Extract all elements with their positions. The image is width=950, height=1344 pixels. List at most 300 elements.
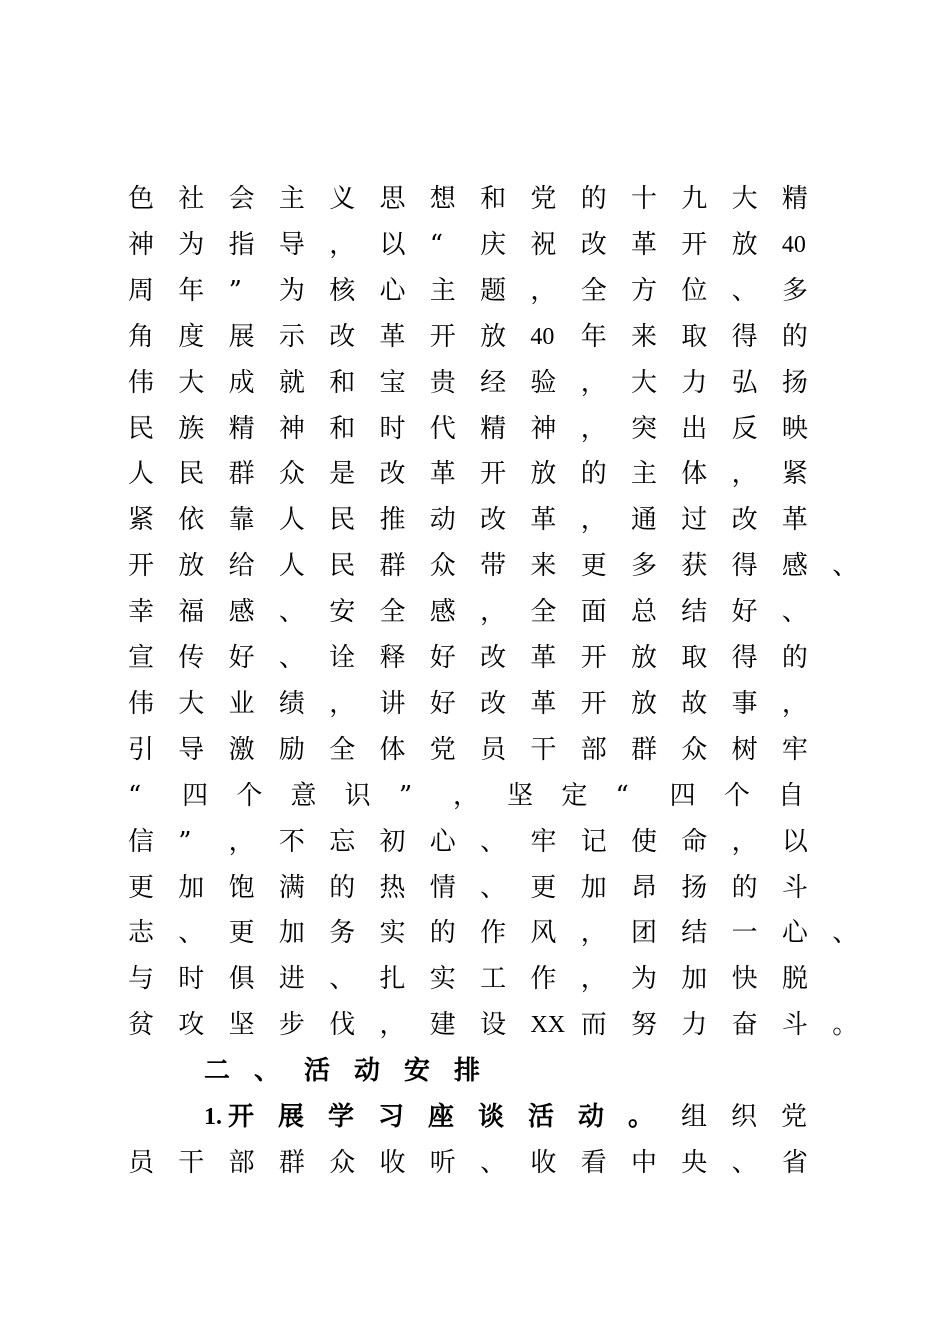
- text-char: ，: [453, 780, 480, 811]
- text-char: 实: [379, 918, 406, 949]
- text-char: 加: [278, 918, 305, 949]
- text-char: 反: [731, 413, 758, 444]
- text-char: 意: [290, 780, 317, 811]
- paragraph-line: [128, 733, 808, 767]
- text-char: 人: [278, 505, 305, 536]
- text-char: 而: [580, 1010, 607, 1041]
- text-char: 的: [781, 321, 808, 352]
- text-char: 干: [530, 734, 557, 765]
- text-char: 央: [681, 1147, 708, 1178]
- text-char: 建: [429, 1010, 456, 1041]
- text-char: 总: [631, 597, 658, 628]
- text-char: ，: [480, 597, 507, 628]
- text-char: 开: [480, 459, 507, 490]
- text-char: 、: [480, 872, 507, 903]
- text-char: 过: [681, 505, 708, 536]
- text-char: 大: [178, 688, 205, 719]
- text-char: 导: [278, 229, 305, 260]
- text-char: 展: [228, 321, 255, 352]
- text-char: 工: [480, 964, 507, 995]
- paragraph-line: [128, 779, 808, 813]
- section-heading: [128, 1054, 808, 1088]
- paragraph-line: [128, 320, 808, 354]
- text-char: 思: [379, 184, 406, 214]
- text-char: 示: [278, 321, 305, 352]
- text-char: 众: [329, 1147, 356, 1178]
- text-char: 革: [530, 505, 557, 536]
- text-char: 奋: [731, 1010, 758, 1041]
- text-char: ，: [580, 505, 607, 536]
- text-char: 民: [128, 413, 155, 444]
- text-char: 弘: [731, 367, 758, 398]
- text-char: 民: [329, 505, 356, 536]
- text-char: 座: [428, 1102, 455, 1132]
- text-char: 宣: [128, 643, 155, 673]
- paragraph-line: [128, 549, 859, 583]
- text-char: 神: [128, 229, 155, 260]
- text-char: 俱: [228, 964, 255, 995]
- text-char: 作: [480, 918, 507, 949]
- text-char: 听: [429, 1147, 456, 1178]
- text-char: 放: [631, 688, 658, 719]
- text-char: 习: [378, 1102, 405, 1132]
- text-char: 全: [580, 275, 607, 306]
- text-char: 为: [278, 275, 305, 306]
- text-char: 会: [228, 184, 255, 214]
- text-char: 成: [228, 367, 255, 398]
- text-char: 是: [329, 459, 356, 490]
- text-char: ，: [329, 229, 356, 260]
- text-char: ，: [580, 367, 607, 398]
- text-char: 义: [329, 184, 356, 214]
- text-char: 体: [379, 734, 406, 765]
- text-char: 业: [228, 688, 255, 719]
- text-char: 诠: [329, 643, 356, 673]
- text-char: 改: [731, 505, 758, 536]
- text-char: 全: [379, 597, 406, 628]
- text-char: 神: [278, 413, 305, 444]
- text-char: 来: [631, 321, 658, 352]
- text-char: 精: [781, 184, 808, 214]
- paragraph-line: [128, 687, 808, 721]
- text-char: 排: [454, 1056, 481, 1087]
- text-char: 攻: [178, 1010, 205, 1041]
- text-char: 结: [681, 918, 708, 949]
- text-char: 人: [278, 551, 305, 582]
- text-char: ，: [228, 826, 255, 857]
- text-char: 心: [429, 826, 456, 857]
- text-char: ”: [398, 780, 413, 811]
- text-char: 开: [580, 688, 607, 719]
- text-char: 社: [178, 184, 205, 214]
- text-char: ，: [731, 459, 758, 490]
- paragraph-line: [128, 457, 808, 491]
- text-char: 核: [329, 275, 356, 306]
- paragraph-line: [128, 641, 808, 675]
- text-char: 二: [204, 1056, 231, 1087]
- text-char: “: [429, 229, 444, 260]
- text-char: 为: [631, 964, 658, 995]
- text-char: 心: [781, 918, 808, 949]
- text-char: 收: [379, 1147, 406, 1178]
- text-char: 团: [631, 918, 658, 949]
- text-char: 群: [228, 459, 255, 490]
- text-char: 40: [781, 231, 806, 258]
- text-char: 放: [480, 321, 507, 352]
- text-char: 的: [329, 872, 356, 903]
- text-char: “: [615, 780, 629, 811]
- text-char: 自: [778, 780, 805, 811]
- paragraph-line: [128, 366, 808, 400]
- text-char: 改: [379, 459, 406, 490]
- text-char: 和: [329, 413, 356, 444]
- text-char: 给: [228, 551, 255, 582]
- text-char: ，: [580, 413, 607, 444]
- text-char: 40: [530, 323, 555, 350]
- text-char: 群: [631, 734, 658, 765]
- text-char: 取: [681, 321, 708, 352]
- text-char: 坚: [507, 780, 534, 811]
- text-char: 更: [228, 918, 255, 949]
- text-char: ，: [781, 688, 808, 719]
- paragraph-line: [128, 916, 859, 950]
- text-char: 看: [580, 1147, 607, 1178]
- text-char: 、: [781, 597, 808, 628]
- text-char: 革: [429, 459, 456, 490]
- text-char: 精: [228, 413, 255, 444]
- text-char: 九: [681, 184, 708, 214]
- paragraph-line: [128, 412, 808, 446]
- text-char: 动: [578, 1102, 605, 1132]
- text-char: 开: [429, 321, 456, 352]
- text-char: 好: [429, 643, 456, 673]
- text-char: 好: [429, 688, 456, 719]
- text-char: 福: [178, 597, 205, 628]
- text-char: 依: [178, 505, 205, 536]
- text-char: 作: [530, 964, 557, 995]
- text-char: 感: [429, 597, 456, 628]
- paragraph-line: [128, 1008, 859, 1042]
- text-char: 昂: [631, 872, 658, 903]
- text-char: 活: [304, 1056, 331, 1087]
- text-char: 更: [128, 872, 155, 903]
- text-char: 、: [278, 643, 305, 673]
- text-char: 革: [530, 688, 557, 719]
- text-char: 故: [681, 688, 708, 719]
- text-char: 初: [379, 826, 406, 857]
- text-char: 和: [480, 184, 507, 214]
- text-char: 安: [404, 1056, 431, 1087]
- text-char: 、: [480, 1147, 507, 1178]
- text-char: “: [128, 780, 142, 811]
- text-char: 树: [731, 734, 758, 765]
- text-char: 推: [379, 505, 406, 536]
- text-char: 识: [344, 780, 371, 811]
- text-char: 开: [228, 1102, 255, 1132]
- text-char: 伟: [128, 688, 155, 719]
- text-char: 面: [580, 597, 607, 628]
- text-char: 进: [278, 964, 305, 995]
- paragraph-line: [128, 228, 808, 262]
- text-char: 扎: [379, 964, 406, 995]
- text-char: 活: [528, 1102, 555, 1132]
- text-char: 安: [329, 597, 356, 628]
- text-char: 加: [178, 872, 205, 903]
- text-char: 放: [631, 643, 658, 673]
- text-char: 民: [178, 459, 205, 490]
- text-char: 努: [631, 1010, 658, 1041]
- text-char: 步: [278, 1010, 305, 1041]
- text-char: 指: [228, 229, 255, 260]
- text-char: 。: [832, 1010, 859, 1041]
- text-char: 色: [128, 184, 155, 214]
- text-char: 使: [631, 826, 658, 857]
- text-char: 实: [429, 964, 456, 995]
- text-char: 革: [631, 229, 658, 260]
- text-char: 、: [832, 918, 859, 949]
- text-char: 、: [329, 964, 356, 995]
- text-char: 个: [236, 780, 263, 811]
- text-char: 展: [278, 1102, 305, 1132]
- text-char: 的: [781, 643, 808, 673]
- text-char: 众: [429, 551, 456, 582]
- text-char: 扬: [681, 872, 708, 903]
- text-char: 得: [731, 321, 758, 352]
- text-char: 党: [429, 734, 456, 765]
- text-char: 全: [530, 597, 557, 628]
- text-char: 时: [379, 413, 406, 444]
- text-char: 代: [429, 413, 456, 444]
- text-char: XX: [530, 1012, 566, 1039]
- text-char: 、: [480, 826, 507, 857]
- text-char: 饱: [228, 872, 255, 903]
- text-char: 来: [530, 551, 557, 582]
- text-char: 释: [379, 643, 406, 673]
- text-char: ，: [530, 275, 557, 306]
- text-char: 获: [681, 551, 708, 582]
- text-char: 部: [580, 734, 607, 765]
- paragraph-line: [128, 274, 808, 308]
- text-char: ”: [178, 826, 192, 857]
- text-char: 设: [480, 1010, 507, 1041]
- text-char: 突: [631, 413, 658, 444]
- text-char: 、: [278, 597, 305, 628]
- text-char: 谈: [478, 1102, 505, 1132]
- text-char: 信: [128, 826, 155, 857]
- text-char: 感: [781, 551, 808, 582]
- text-char: 部: [228, 1147, 255, 1178]
- text-char: 志: [128, 918, 155, 949]
- text-char: 风: [530, 918, 557, 949]
- text-char: 事: [731, 688, 758, 719]
- text-char: 心: [379, 275, 406, 306]
- text-char: 得: [731, 551, 758, 582]
- text-char: 改: [480, 688, 507, 719]
- text-char: 度: [178, 321, 205, 352]
- text-char: 人: [128, 459, 155, 490]
- text-char: 动: [354, 1056, 381, 1087]
- text-char: 周: [128, 275, 155, 306]
- text-char: 改: [580, 229, 607, 260]
- text-char: 导: [178, 734, 205, 765]
- text-char: ”: [228, 275, 242, 306]
- text-char: 位: [681, 275, 708, 306]
- text-char: 取: [681, 643, 708, 673]
- text-char: 员: [128, 1147, 155, 1178]
- text-char: 力: [681, 1010, 708, 1041]
- text-char: 体: [681, 459, 708, 490]
- text-char: 牢: [781, 734, 808, 765]
- text-char: 革: [379, 321, 406, 352]
- text-char: 宝: [379, 367, 406, 398]
- text-char: 不: [278, 826, 305, 857]
- text-char: 改: [480, 505, 507, 536]
- item-1-line: [128, 1100, 808, 1134]
- text-char: 四: [182, 780, 209, 811]
- text-char: 得: [731, 643, 758, 673]
- text-char: 革: [530, 643, 557, 673]
- paragraph-line: [128, 825, 808, 859]
- text-char: 一: [731, 918, 758, 949]
- paragraph-line: [128, 182, 808, 216]
- text-char: 多: [631, 551, 658, 582]
- text-char: 群: [278, 1147, 305, 1178]
- text-char: 出: [681, 413, 708, 444]
- text-char: 引: [128, 734, 155, 765]
- text-char: 讲: [379, 688, 406, 719]
- text-char: 开: [128, 551, 155, 582]
- text-char: 贫: [128, 1010, 155, 1041]
- text-char: 斗: [781, 1010, 808, 1041]
- text-char: 族: [178, 413, 205, 444]
- text-char: 命: [681, 826, 708, 857]
- text-char: 定: [561, 780, 588, 811]
- text-char: 务: [329, 918, 356, 949]
- text-char: 斗: [781, 872, 808, 903]
- text-char: 全: [329, 734, 356, 765]
- text-char: 大: [631, 367, 658, 398]
- text-char: 动: [429, 505, 456, 536]
- text-char: 传: [178, 643, 205, 673]
- paragraph-line: [128, 871, 808, 905]
- text-char: 角: [128, 321, 155, 352]
- text-char: 、: [254, 1056, 281, 1087]
- text-char: 革: [781, 505, 808, 536]
- text-char: 想: [429, 184, 456, 214]
- text-char: 组: [681, 1102, 708, 1132]
- text-char: 以: [379, 229, 406, 260]
- text-char: 年: [178, 275, 205, 306]
- text-char: 党: [781, 1102, 808, 1132]
- text-char: 就: [278, 367, 305, 398]
- text-char: ，: [329, 688, 356, 719]
- text-char: 众: [278, 459, 305, 490]
- text-char: 坚: [228, 1010, 255, 1041]
- text-char: 收: [530, 1147, 557, 1178]
- text-char: 带: [480, 551, 507, 582]
- text-char: 、: [731, 1147, 758, 1178]
- text-char: 织: [731, 1102, 758, 1132]
- text-char: 扬: [781, 367, 808, 398]
- text-char: 题: [480, 275, 507, 306]
- text-char: 的: [580, 459, 607, 490]
- text-char: 员: [480, 734, 507, 765]
- text-char: 满: [278, 872, 305, 903]
- text-char: 脱: [781, 964, 808, 995]
- text-char: 伟: [128, 367, 155, 398]
- text-char: 主: [278, 184, 305, 214]
- text-char: 加: [681, 964, 708, 995]
- text-char: 以: [781, 826, 808, 857]
- text-char: ，: [580, 918, 607, 949]
- text-char: 党: [530, 184, 557, 214]
- text-char: 四: [669, 780, 696, 811]
- text-char: 快: [731, 964, 758, 995]
- paragraph-line: [128, 595, 808, 629]
- text-char: 好: [731, 597, 758, 628]
- text-char: 经: [480, 367, 507, 398]
- paragraph-line: [128, 503, 808, 537]
- text-char: 庆: [480, 229, 507, 260]
- text-char: 验: [530, 367, 557, 398]
- text-char: 热: [379, 872, 406, 903]
- text-char: 大: [178, 367, 205, 398]
- text-char: 与: [128, 964, 155, 995]
- text-char: 民: [329, 551, 356, 582]
- text-char: 贵: [429, 367, 456, 398]
- text-char: 放: [731, 229, 758, 260]
- text-char: 精: [480, 413, 507, 444]
- text-char: 祝: [530, 229, 557, 260]
- text-char: 通: [631, 505, 658, 536]
- text-char: 情: [429, 872, 456, 903]
- text-char: 改: [329, 321, 356, 352]
- text-char: 大: [731, 184, 758, 214]
- text-char: 激: [228, 734, 255, 765]
- text-char: 放: [178, 551, 205, 582]
- text-char: 方: [631, 275, 658, 306]
- text-char: 绩: [278, 688, 305, 719]
- text-char: 的: [429, 918, 456, 949]
- text-char: 忘: [329, 826, 356, 857]
- text-char: 牢: [530, 826, 557, 857]
- text-char: 的: [580, 184, 607, 214]
- text-char: 开: [580, 643, 607, 673]
- text-char: 中: [631, 1147, 658, 1178]
- text-char: 更: [580, 551, 607, 582]
- text-char: 加: [580, 872, 607, 903]
- text-char: 群: [379, 551, 406, 582]
- text-char: 多: [781, 275, 808, 306]
- text-char: 和: [329, 367, 356, 398]
- text-char: 十: [631, 184, 658, 214]
- text-char: 年: [580, 321, 607, 352]
- text-char: 、: [731, 275, 758, 306]
- text-char: 。: [628, 1102, 655, 1132]
- text-char: 紧: [128, 505, 155, 536]
- text-char: 干: [178, 1147, 205, 1178]
- paragraph-line: [128, 962, 808, 996]
- text-char: 记: [580, 826, 607, 857]
- text-char: ，: [731, 826, 758, 857]
- text-char: 众: [681, 734, 708, 765]
- text-char: 紧: [781, 459, 808, 490]
- text-char: 1.: [204, 1104, 222, 1130]
- text-char: 伐: [329, 1010, 356, 1041]
- text-char: 结: [681, 597, 708, 628]
- text-char: 时: [178, 964, 205, 995]
- text-char: 靠: [228, 505, 255, 536]
